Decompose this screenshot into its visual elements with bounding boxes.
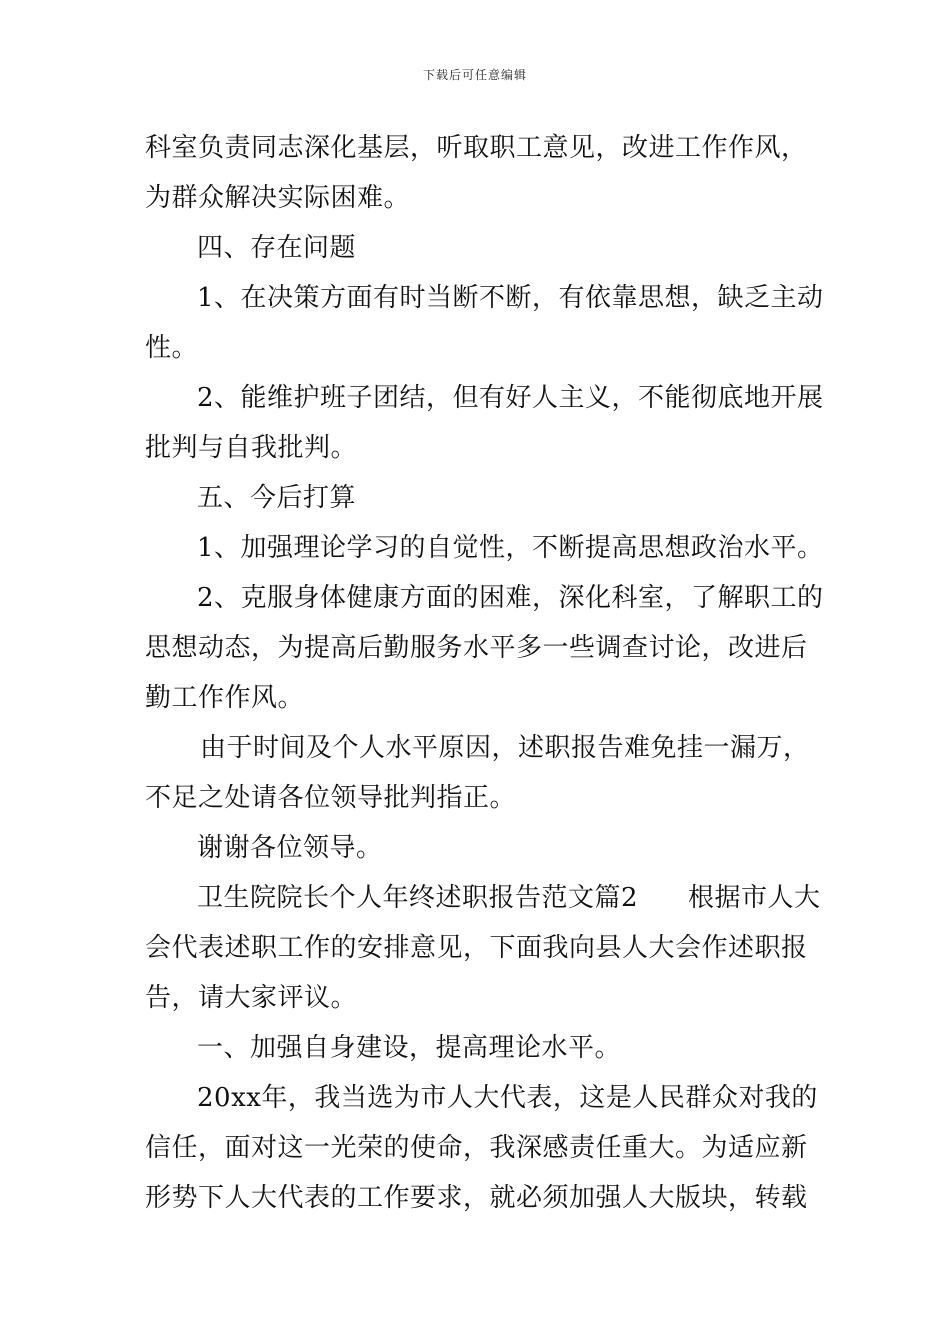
section-heading: 一、加强自身建设，提高理论水平。 (197, 1033, 622, 1063)
text-line: 形势下人大代表的工作要求，就必须加强人大版块，转载 (145, 1183, 808, 1213)
text-line: 1、在决策方面有时当断不断，有依靠思想，缺乏主动 (197, 283, 824, 313)
section-heading: 五、今后打算 (197, 483, 357, 513)
text-line: 性。 (145, 333, 199, 363)
text-line: 20xx年，我当选为市人大代表，这是人民群众对我的 (197, 1083, 818, 1113)
text-line: 批判与自我批判。 (145, 433, 358, 463)
text-line: 科室负责同志深化基层，听取职工意见，改进工作作风， (145, 133, 808, 163)
page-header: 下载后可任意编辑 (422, 68, 527, 82)
text-line: 2、克服身体健康方面的困难，深化科室，了解职工的 (197, 583, 824, 613)
text-line: 勤工作作风。 (145, 683, 305, 713)
text-line: 思想动态，为提高后勤服务水平多一些调查讨论，改进后 (145, 633, 808, 663)
text-line: 2、能维护班子团结，但有好人主义，不能彻底地开展 (197, 383, 824, 413)
article-title-line (197, 882, 821, 914)
text-line: 谢谢各位领导。 (197, 833, 383, 863)
text-line: 会代表述职工作的安排意见，下面我向县人大会作述职报 (145, 933, 808, 963)
text-line: 为群众解决实际困难。 (145, 183, 411, 213)
text-line: 1、加强理论学习的自觉性，不断提高思想政治水平。 (197, 533, 824, 563)
text-line: 信任，面对这一光荣的使命，我深感责任重大。为适应新 (145, 1133, 808, 1163)
text-line: 告，请大家评议。 (145, 983, 358, 1013)
text-line: 由于时间及个人水平原因，述职报告难免挂一漏万， (200, 733, 810, 763)
section-heading: 四、存在问题 (197, 233, 357, 263)
article-title: 卫生院院长个人年终述职报告范文篇2 (197, 883, 639, 913)
text-fragment: 根据市人大 (688, 883, 821, 913)
text-line: 不足之处请各位领导批判指正。 (145, 783, 517, 813)
